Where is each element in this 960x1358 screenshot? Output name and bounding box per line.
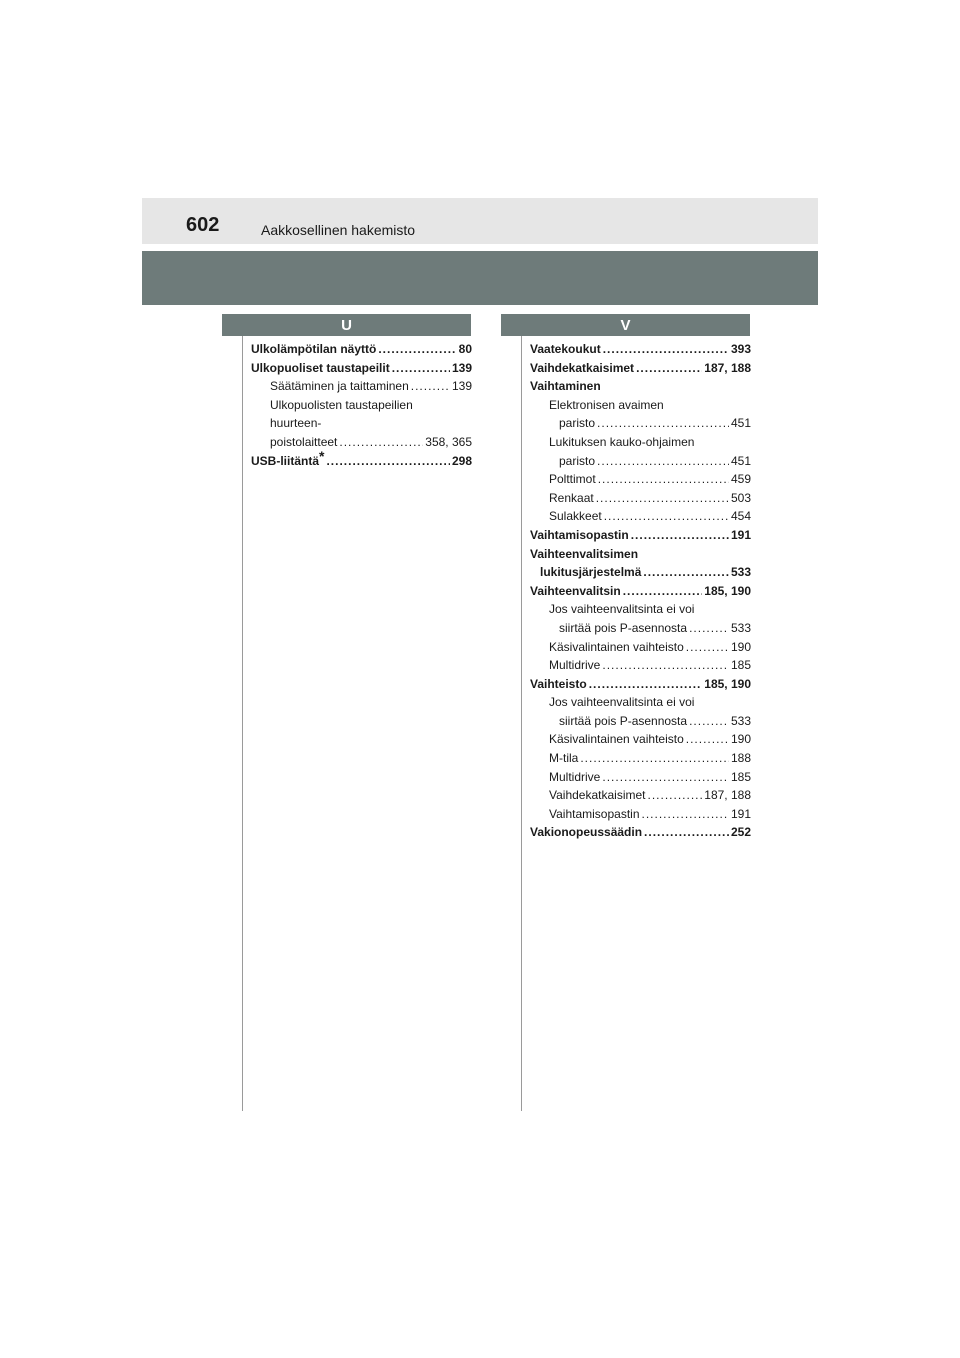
index-subentry	[530, 638, 751, 657]
entry-pages: 533	[730, 713, 751, 728]
entry-term: siirtää pois P-asennosta	[559, 620, 688, 635]
entry-term: Vaihteisto	[530, 676, 587, 691]
leader-dots	[686, 730, 729, 749]
leader-dots	[589, 675, 703, 694]
leader-dots	[392, 359, 450, 378]
index-column-v	[530, 340, 751, 842]
index-subentry-head: Elektronisen avaimen	[549, 397, 664, 412]
leader-dots	[411, 377, 450, 396]
entry-pages: 190	[730, 732, 751, 747]
leader-dots	[339, 433, 423, 452]
index-subentry-continuation: huurteen-	[270, 416, 322, 431]
index-subentry-head: Jos vaihteenvalitsinta ei voi	[549, 602, 695, 617]
column-divider-right	[521, 336, 522, 1111]
leader-dots	[602, 656, 729, 675]
entry-pages: 191	[730, 527, 751, 542]
index-column-u	[251, 340, 472, 470]
entry-term: paristo	[559, 453, 596, 468]
index-subentry	[530, 507, 751, 526]
index-subentry	[530, 786, 751, 805]
index-entry-head: Vaihtaminen	[530, 379, 601, 394]
entry-term-text: USB-liitäntä	[251, 453, 320, 468]
entry-pages: 358, 365	[425, 434, 472, 449]
index-subentry	[530, 656, 751, 675]
entry-term: Multidrive	[549, 769, 601, 784]
index-subentry	[530, 489, 751, 508]
entry-term: Polttimot	[549, 472, 596, 487]
entry-pages: 139	[451, 379, 472, 394]
index-entry	[251, 447, 472, 471]
entry-pages: 80	[458, 342, 472, 356]
entry-pages: 185	[730, 769, 751, 784]
entry-term: poistolaitteet	[270, 434, 338, 449]
index-subentry-continuation	[251, 433, 472, 452]
header-band	[142, 251, 818, 305]
entry-term: Renkaat	[549, 490, 594, 505]
entry-pages: 191	[730, 806, 751, 821]
entry-pages: 533	[730, 565, 751, 580]
entry-pages: 454	[730, 509, 751, 524]
entry-term: paristo	[559, 416, 596, 431]
entry-pages: 393	[730, 342, 751, 356]
entry-term: Sulakkeet	[549, 509, 602, 524]
letter-heading-u: U	[222, 314, 471, 336]
leader-dots	[596, 489, 729, 508]
header-bar	[142, 198, 818, 244]
index-entry	[530, 675, 751, 694]
entry-term: M-tila	[549, 751, 579, 766]
section-title: Aakkosellinen hakemisto	[261, 222, 416, 238]
index-entry	[251, 359, 472, 378]
entry-term: Vaihteenvalitsin	[530, 583, 621, 598]
index-entry	[530, 823, 751, 842]
leader-dots	[686, 638, 729, 657]
entry-term: Vakionopeussäädin	[530, 825, 643, 840]
entry-term: Vaihtamisopastin	[549, 806, 640, 821]
entry-term: Multidrive	[549, 658, 601, 673]
entry-pages: 451	[730, 453, 751, 468]
entry-pages: 503	[730, 490, 751, 505]
index-entry	[530, 582, 751, 601]
entry-pages: 533	[730, 620, 751, 635]
leader-dots	[598, 470, 729, 489]
leader-dots	[597, 414, 729, 433]
entry-pages: 187, 188	[704, 360, 751, 375]
leader-dots	[623, 582, 703, 601]
entry-pages: 459	[730, 472, 751, 487]
leader-dots	[602, 768, 729, 787]
index-subentry	[530, 805, 751, 824]
leader-dots	[603, 340, 729, 359]
leader-dots	[326, 452, 450, 471]
leader-dots	[648, 786, 703, 805]
leader-dots	[644, 823, 729, 842]
entry-pages: 190	[730, 639, 751, 654]
entry-pages: 188	[730, 751, 751, 766]
entry-pages: 139	[451, 360, 472, 375]
entry-term: Vaatekoukut	[530, 342, 601, 356]
letter-heading-v: V	[501, 314, 750, 336]
index-subentry-head: Ulkopuolisten taustapeilien	[270, 397, 413, 412]
entry-term: Vaihdekatkaisimet	[549, 788, 646, 803]
index-subentry-head: Jos vaihteenvalitsinta ei voi	[549, 695, 695, 710]
leader-dots	[597, 452, 729, 471]
leader-dots	[689, 619, 729, 638]
entry-term: lukitusjärjestelmä	[540, 565, 642, 580]
index-subentry	[530, 470, 751, 489]
index-entry	[530, 526, 751, 545]
index-subentry-continuation	[530, 619, 751, 638]
index-entry-head: Vaihteenvalitsimen	[530, 546, 639, 561]
leader-dots	[642, 805, 729, 824]
index-entry-continuation	[530, 563, 751, 582]
column-divider-left	[242, 336, 243, 1111]
entry-term: Käsivalintainen vaihteisto	[549, 639, 684, 654]
entry-term: siirtää pois P-asennosta	[559, 713, 688, 728]
entry-term: Säätäminen ja taittaminen	[270, 379, 409, 394]
index-entry	[530, 340, 751, 359]
index-entry	[530, 359, 751, 378]
index-subentry	[530, 749, 751, 768]
entry-term: Ulkopuoliset taustapeilit	[251, 360, 390, 375]
leader-dots	[636, 359, 702, 378]
entry-term: Ulkolämpötilan näyttö	[251, 342, 377, 356]
index-subentry	[530, 768, 751, 787]
entry-pages: 451	[730, 416, 751, 431]
index-subentry	[530, 730, 751, 749]
entry-pages: 185, 190	[704, 583, 751, 598]
leader-dots	[631, 526, 729, 545]
leader-dots	[643, 563, 729, 582]
entry-pages: 187, 188	[704, 788, 751, 803]
leader-dots	[689, 712, 729, 731]
entry-term: Vaihdekatkaisimet	[530, 360, 635, 375]
index-subentry-continuation	[530, 414, 751, 433]
page-number: 602	[186, 214, 220, 236]
footnote-mark: *	[319, 447, 325, 464]
entry-pages: 298	[451, 453, 472, 468]
leader-dots	[378, 340, 456, 359]
entry-pages: 185	[730, 658, 751, 673]
entry-pages: 252	[730, 825, 751, 840]
entry-term: Käsivalintainen vaihteisto	[549, 732, 684, 747]
index-subentry-head: Lukituksen kauko-ohjaimen	[549, 434, 695, 449]
entry-pages: 185, 190	[704, 676, 751, 691]
index-entry	[251, 340, 472, 359]
index-subentry	[251, 377, 472, 396]
leader-dots	[580, 749, 729, 768]
index-subentry-continuation	[530, 452, 751, 471]
entry-term	[251, 447, 325, 471]
entry-term: Vaihtamisopastin	[530, 527, 629, 542]
index-subentry-continuation	[530, 712, 751, 731]
leader-dots	[604, 507, 729, 526]
